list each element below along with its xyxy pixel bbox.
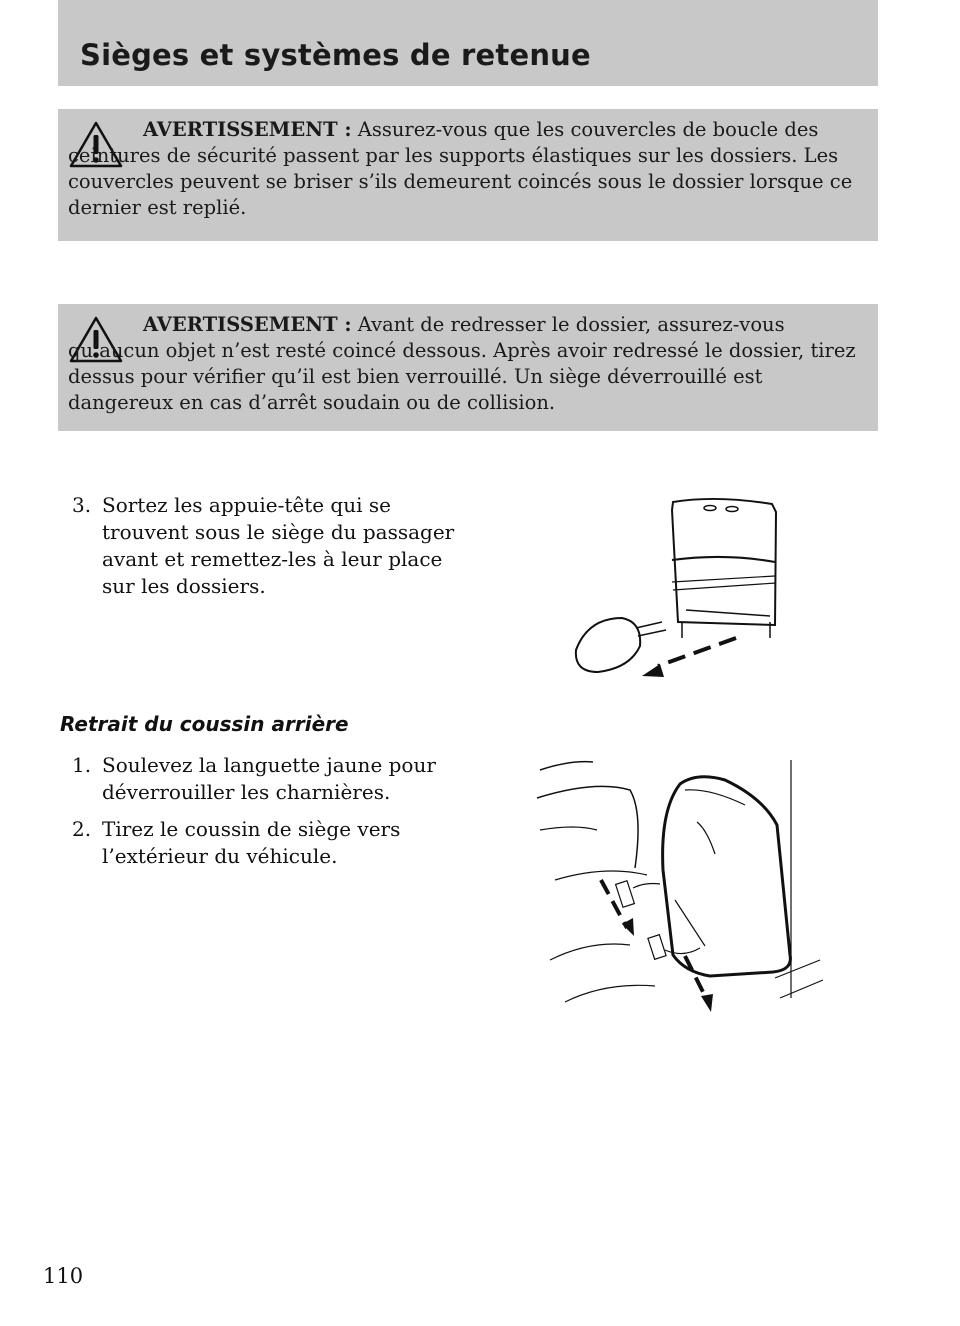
rear-cushion-illustration: [535, 750, 825, 1020]
page-title: Sièges et systèmes de retenue: [80, 38, 591, 72]
warning-body: Assurez-vous que les couvercles de boucle des ceintures de sécurité passent par les supports élastiques sur les dossiers. Les couvercles peuvent se briser s’ils demeurent coincés sous le dossier lorsque ce dernier est replié.: [68, 118, 853, 219]
list-item: [72, 816, 472, 870]
step-text: Soulevez la languette jaune pour déverrouiller les charnières.: [102, 753, 436, 804]
step-text: Sortez les appuie-tête qui se trouvent sous le siège du passager avant et remettez-les à leur place sur les dossiers.: [102, 493, 455, 598]
step-number: 1.: [72, 753, 92, 777]
list-item: [72, 492, 472, 600]
warning-body: Avant de redresser le dossier, assurez-vous qu’aucun objet n’est resté coincé dessous. Après avoir redressé le dossier, tirez dessus pour vérifier qu’il est bien verrouillé. Un siège déverrouillé est dangereux en cas d’arrêt soudain ou de collision.: [68, 313, 856, 414]
headrest-illustration: [560, 490, 800, 690]
step-number: 3.: [72, 493, 92, 517]
warning-label: AVERTISSEMENT :: [143, 313, 352, 336]
warning-text: [68, 312, 858, 416]
warning-box: [58, 304, 878, 431]
step-text: Tirez le coussin de siège vers l’extérieur du véhicule.: [102, 817, 401, 868]
step-list: [72, 752, 472, 880]
list-item: [72, 752, 472, 806]
warning-text: [68, 117, 858, 221]
warning-label: AVERTISSEMENT :: [143, 118, 352, 141]
page-header: [58, 0, 878, 86]
page-number: 110: [43, 1264, 84, 1288]
section-heading: Retrait du coussin arrière: [60, 712, 349, 736]
step-number: 2.: [72, 817, 92, 841]
warning-box: [58, 109, 878, 241]
step-list: [72, 492, 472, 610]
